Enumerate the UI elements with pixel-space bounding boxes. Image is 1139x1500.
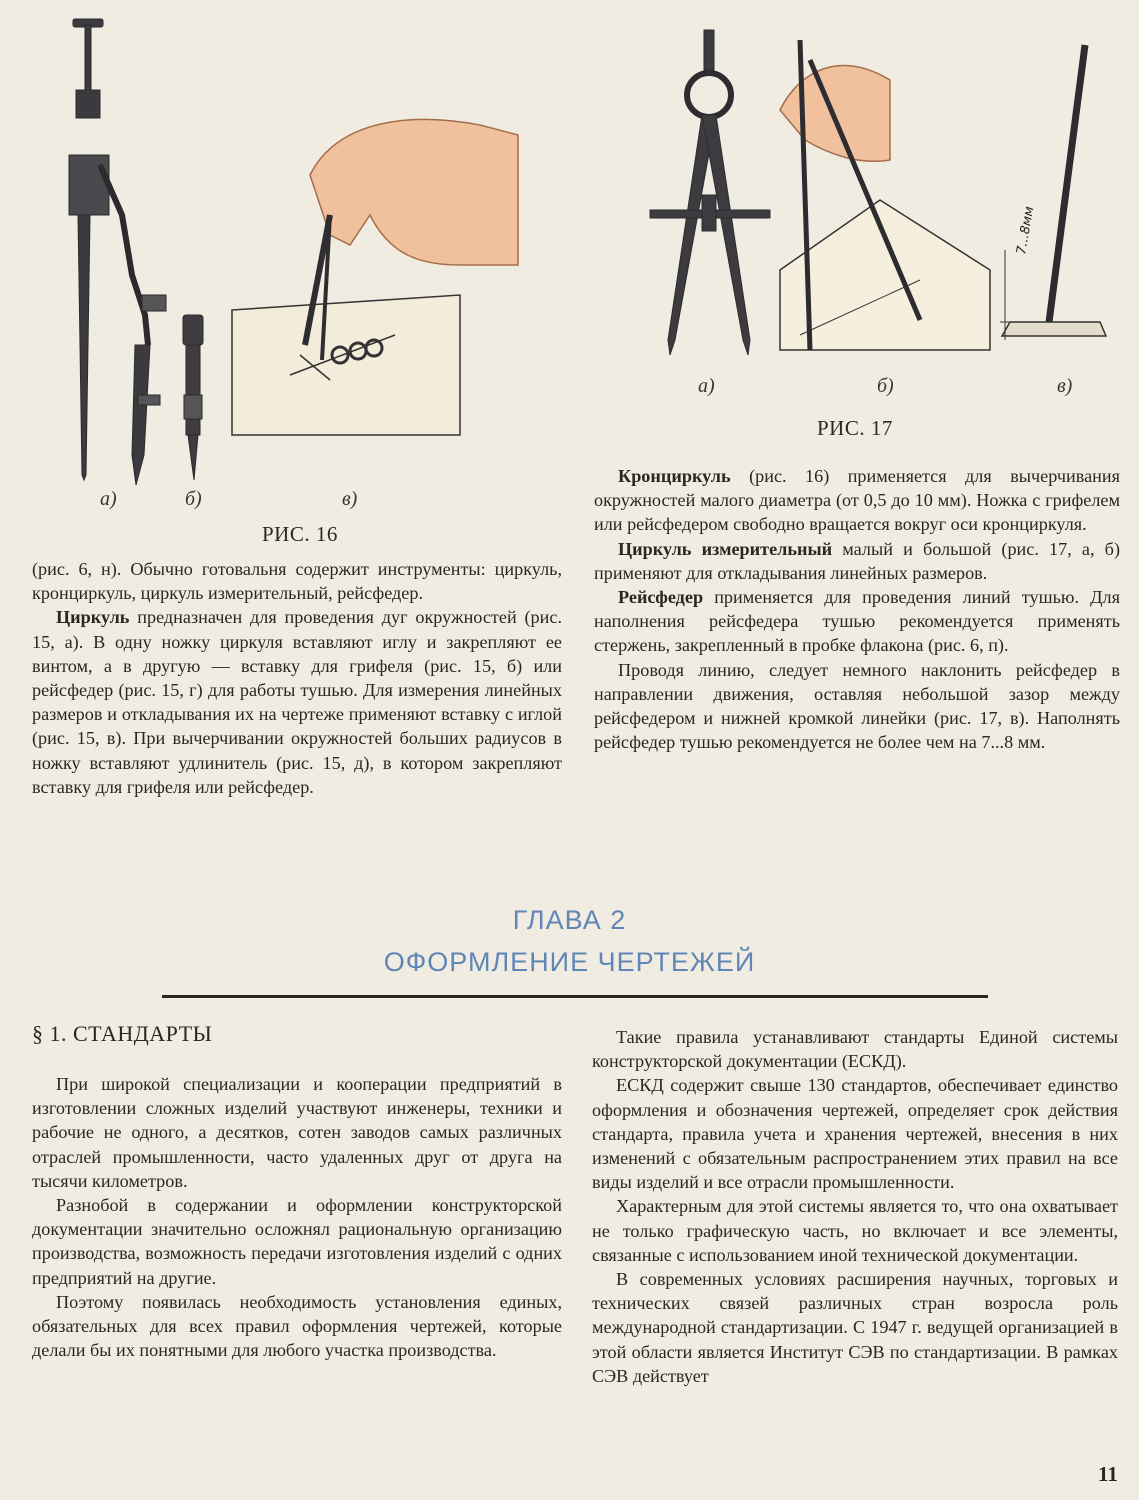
fig17-label-b: б): [877, 375, 894, 397]
hand-with-compass-drawing: [232, 119, 518, 435]
right-bottom-column: [592, 1025, 1118, 1388]
paragraph: [594, 537, 1120, 585]
section-title: § 1. СТАНДАРТЫ: [32, 1021, 213, 1046]
fig16-label-b: б): [185, 488, 202, 510]
paragraph: В современных условиях расширения научных, торговых и технических связей различных стран возросла роль международной стандартизации. С 1947 г. ведущей организацией в этой области является Институт СЭВ по стандартизации. В рамках СЭВ действует: [592, 1269, 1118, 1386]
paragraph: ЕСКД содержит свыше 130 стандартов, обеспечивает единство оформления и обозначения чертежей, определяет срок действия стандарта, правила учета и хранения чертежей, внесения в них изменений с обязательным распространением этих правил на все виды изделий и все отрасли промышленности.: [592, 1075, 1118, 1193]
fig17-caption: РИС. 17: [817, 416, 893, 440]
page-number: 11: [1098, 1462, 1118, 1486]
fig16-label-a: а): [100, 488, 117, 510]
term: Кронциркуль: [618, 466, 731, 486]
paragraph: [594, 464, 1120, 537]
term: Циркуль измерительный: [618, 538, 833, 559]
paragraph: Поэтому появилась необходимость установления единых, обязательных для всех правил оформления чертежей, которые делали бы их понятными для любого участка производства.: [32, 1291, 562, 1361]
fig17-label-a: а): [698, 375, 715, 397]
divider-ring-drawing: [650, 30, 770, 355]
term: Циркуль: [56, 607, 130, 628]
left-top-column: [32, 557, 562, 799]
paragraph-text: применяется для проведения линий тушью. Для наполнения рейсфедера тушью рекомендуется применять стержень, закрепленный в пробке флакона (рис. 6, п).: [594, 587, 1120, 656]
figure-17-illustration: [630, 20, 1120, 365]
bow-compass-drawing: [69, 19, 166, 485]
paragraph: (рис. 6, н). Обычно готовальня содержит инструменты: циркуль, кронциркуль, циркуль измерительный, рейсфедер.: [32, 559, 562, 604]
lead-insert-drawing: [183, 315, 203, 480]
paragraph-text: малый и большой (рис. 17, а, б) применяют для откладывания линейных размеров.: [594, 538, 1120, 583]
hand-with-divider-drawing: [780, 40, 990, 350]
fig16-label-c: в): [342, 488, 358, 510]
paragraph: При широкой специализации и кооперации предприятий в изготовлении сложных изделий участвуют инженеры, техники и рабочие не одного, а десятков, сотен заводов самых различных отраслей промышленности, часто удаленных друг от друга на тысячи километров.: [32, 1074, 562, 1191]
paragraph: [32, 605, 562, 799]
chapter-title: ОФОРМЛЕНИЕ ЧЕРТЕЖЕЙ: [383, 947, 756, 977]
ruling-pen-drawing: [1000, 45, 1106, 340]
paragraph: Разнобой в содержании и оформлении конструкторской документации значительно осложнял рациональную организацию производства, возможность передачи изготовления изделий с одних предприятий на другие.: [32, 1195, 562, 1288]
paragraph: Такие правила устанавливают стандарты Единой системы конструкторской документации (ЕСКД).: [592, 1027, 1118, 1072]
left-bottom-column: [32, 1072, 562, 1362]
right-top-column: [594, 464, 1120, 754]
paragraph: Характерным для этой системы является то, что она охватывает не только графическую часть, но включает и все элементы, связанные с использованием иной технической документации.: [592, 1196, 1118, 1265]
fig17-label-c: в): [1057, 375, 1073, 397]
chapter-divider: [162, 995, 988, 998]
fig16-caption: РИС. 16: [262, 522, 338, 546]
paragraph: Проводя линию, следует немного наклонить рейсфедер в направлении движения, оставляя небольшой зазор между рейсфедером и нижней кромкой линейки (рис. 17, в). Наполнять рейсфедер тушью рекомендуется не более чем на 7...8 мм.: [594, 659, 1120, 753]
paragraph-text: предназначен для проведения дуг окружностей (рис. 15, а). В одну ножку циркуля вставляют иглу и закрепляют ее винтом, а в другую — вставку для грифеля (рис. 15, б) или рейсфедер (рис. 15, г) для работы тушью. Для измерения линейных размеров и откладывания их на чертеже применяют вставку с иглой (рис. 15, в). При вычерчивании окружностей больших радиусов в ножку вставляют удлинитель (рис. 15, д), в котором закрепляют вставку для грифеля или рейсфедер.: [32, 607, 562, 797]
pen-gap-dimension: 7...8мм: [1014, 205, 1038, 256]
chapter-number: ГЛАВА 2: [512, 905, 627, 935]
term: Рейсфедер: [618, 587, 704, 608]
paragraph: [594, 585, 1120, 658]
figure-16-illustration: [60, 15, 540, 490]
paragraph-text: (рис. 16) применяется для вычерчивания окружностей малого диаметра (от 0,5 до 10 мм). Ножка с грифелем или рейсфедером свободно вращается вокруг оси кронциркуля.: [594, 466, 1120, 535]
